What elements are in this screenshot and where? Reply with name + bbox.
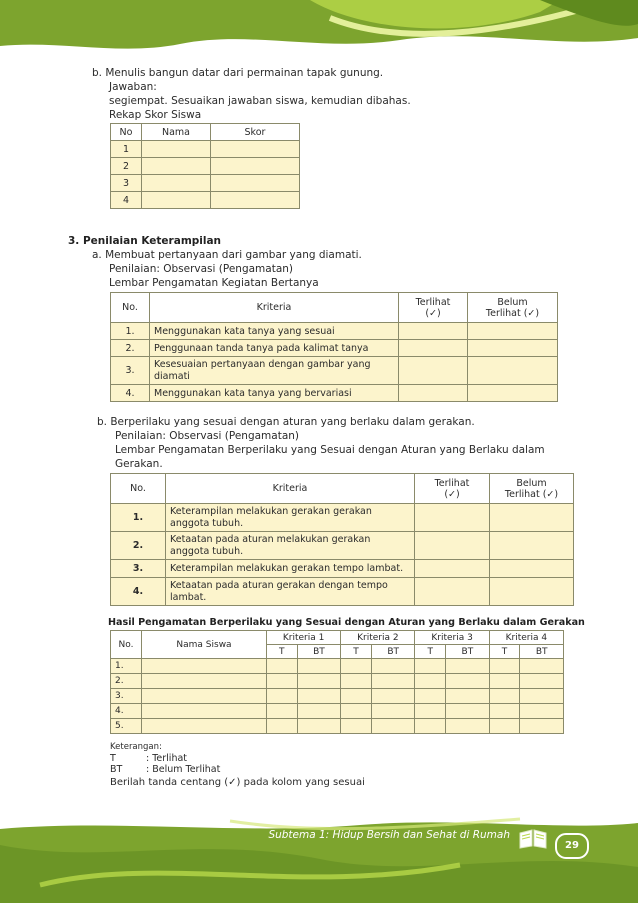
nama-siswa-cell[interactable] — [142, 704, 267, 719]
check-cell[interactable] — [490, 560, 574, 578]
nama-siswa-cell[interactable] — [142, 659, 267, 674]
table-row: 1. — [111, 659, 564, 674]
keterangan-note: Berilah tanda centang (✓) pada kolom yang sesuai — [110, 777, 365, 788]
book-icon — [518, 827, 548, 849]
table-row: 3. Keterampilan melakukan gerakan tempo lambat. — [111, 560, 574, 578]
lembar-b-2: Gerakan. — [115, 458, 163, 470]
table-row: 2 — [111, 158, 300, 175]
skor-cell[interactable] — [211, 175, 300, 192]
nama-cell[interactable] — [142, 158, 211, 175]
section-3-title: 3. Penilaian Keterampilan — [68, 235, 222, 247]
check-cell[interactable] — [468, 385, 558, 402]
rekap-skor-table — [110, 123, 300, 209]
check-cell[interactable] — [415, 504, 490, 532]
check-cell[interactable] — [490, 578, 574, 606]
check-cell[interactable] — [468, 340, 558, 357]
table-row: 3. — [111, 689, 564, 704]
check-cell[interactable] — [415, 532, 490, 560]
check-cell[interactable] — [415, 560, 490, 578]
nama-siswa-cell[interactable] — [142, 719, 267, 734]
page-number: 29 — [555, 833, 589, 859]
col-no: No — [111, 124, 142, 141]
skor-cell[interactable] — [211, 158, 300, 175]
table-row: 1. Menggunakan kata tanya yang sesuai — [111, 323, 558, 340]
nama-cell[interactable] — [142, 175, 211, 192]
table-row: 2. — [111, 674, 564, 689]
hasil-pengamatan-table: No. Nama Siswa Kriteria 1 Kriteria 2 Kriteria 3 Kriteria 4 T BT T BT T BT T BT 1. 2. 3. 4. 5. — [110, 630, 564, 734]
col-skor: Skor — [211, 124, 300, 141]
nama-siswa-cell[interactable] — [142, 674, 267, 689]
table-row: 3 — [111, 175, 300, 192]
item-b-menulis: b. Menulis bangun datar dari permainan tapak gunung. — [92, 67, 384, 79]
check-cell[interactable] — [490, 504, 574, 532]
skor-cell[interactable] — [211, 192, 300, 209]
item-b-berperilaku: b. Berperilaku yang sesuai dengan aturan yang berlaku dalam gerakan. — [97, 416, 475, 428]
table-row: 1 — [111, 141, 300, 158]
subtema-footer: Subtema 1: Hidup Bersih dan Sehat di Rumah — [268, 829, 510, 841]
lembar-bertanya-table: No. Kriteria Terlihat (✓) Belum Terlihat (✓) 1. Menggunakan kata tanya yang sesuai 2. Penggunaan tanda tanya pada kalimat tanya 3. Kesesuaian pertanyaan dengan gambar yang diamati 4. Menggunakan kata tanya yang bervariasi — [110, 292, 558, 402]
check-cell[interactable] — [399, 340, 468, 357]
table-row: 2. Ketaatan pada aturan melakukan gerakan anggota tubuh. — [111, 532, 574, 560]
keterangan-label: Keterangan: — [110, 742, 162, 752]
table-row: 3. Kesesuaian pertanyaan dengan gambar yang diamati — [111, 357, 558, 385]
item-a-membuat: a. Membuat pertanyaan dari gambar yang diamati. — [92, 249, 362, 261]
check-cell[interactable] — [399, 323, 468, 340]
lembar-a: Lembar Pengamatan Kegiatan Bertanya — [109, 277, 319, 289]
skor-cell[interactable] — [211, 141, 300, 158]
keterangan-bt-key: BT — [110, 764, 123, 775]
check-cell[interactable] — [399, 357, 468, 385]
lembar-gerakan-table: No. Kriteria Terlihat (✓) Belum Terlihat (✓) 1. Keterampilan melakukan gerakan gerakan anggota tubuh. 2. Ketaatan pada aturan melakukan gerakan anggota tubuh. 3. Keterampilan melakukan gerakan tempo lambat. 4. Ketaatan pada aturan gerakan dengan tempo lambat. — [110, 473, 574, 606]
nama-cell[interactable] — [142, 192, 211, 209]
keterangan-bt-value: : Belum Terlihat — [146, 764, 221, 775]
penilaian-a: Penilaian: Observasi (Pengamatan) — [109, 263, 294, 275]
table-row: 2. Penggunaan tanda tanya pada kalimat tanya — [111, 340, 558, 357]
rekap-title: Rekap Skor Siswa — [109, 109, 202, 121]
nama-cell[interactable] — [142, 141, 211, 158]
table-row: 4. Menggunakan kata tanya yang bervariasi — [111, 385, 558, 402]
keterangan-t-value: : Terlihat — [146, 753, 188, 764]
hasil-title: Hasil Pengamatan Berperilaku yang Sesuai dengan Aturan yang Berlaku dalam Gerakan — [108, 617, 585, 628]
lembar-b-1: Lembar Pengamatan Berperilaku yang Sesuai dengan Aturan yang Berlaku dalam — [115, 444, 545, 456]
jawaban-text: segiempat. Sesuaikan jawaban siswa, kemudian dibahas. — [109, 95, 411, 107]
table-row: 1. Keterampilan melakukan gerakan gerakan anggota tubuh. — [111, 504, 574, 532]
table-row: 4. — [111, 704, 564, 719]
table-row: 4 — [111, 192, 300, 209]
penilaian-b: Penilaian: Observasi (Pengamatan) — [115, 430, 300, 442]
check-cell[interactable] — [415, 578, 490, 606]
check-cell[interactable] — [468, 323, 558, 340]
nama-siswa-cell[interactable] — [142, 689, 267, 704]
table-row: 5. — [111, 719, 564, 734]
table-row: 4. Ketaatan pada aturan gerakan dengan tempo lambat. — [111, 578, 574, 606]
check-cell[interactable] — [468, 357, 558, 385]
header-decoration — [0, 0, 638, 60]
keterangan-t-key: T — [110, 753, 116, 764]
check-cell[interactable] — [399, 385, 468, 402]
jawaban-label: Jawaban: — [109, 81, 157, 93]
check-cell[interactable] — [490, 532, 574, 560]
col-nama: Nama — [142, 124, 211, 141]
